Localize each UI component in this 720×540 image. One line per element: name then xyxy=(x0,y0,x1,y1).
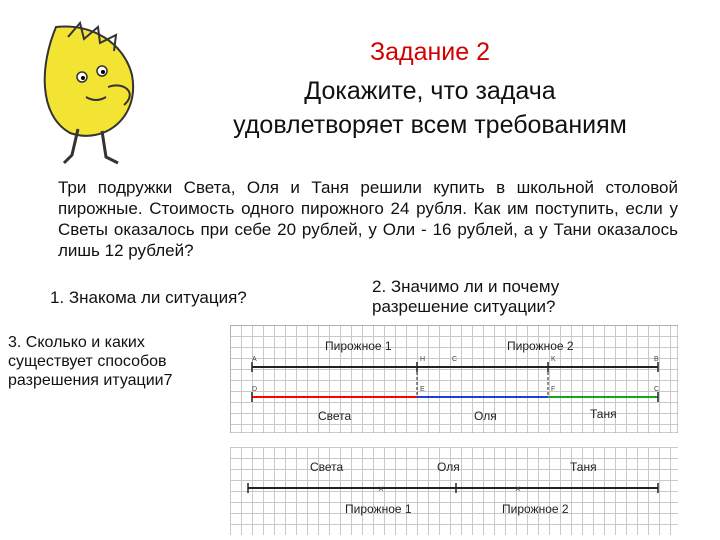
task-subtitle-line1: Докажите, что задача xyxy=(304,77,556,105)
label-tanya-top: Таня xyxy=(590,407,617,421)
point-f: F xyxy=(551,386,556,393)
point-h: H xyxy=(420,356,426,363)
point-a: A xyxy=(252,356,257,363)
point-c2: C xyxy=(654,386,660,393)
segment-diagram-bottom xyxy=(230,447,678,535)
point-k: K xyxy=(551,356,556,363)
label-sveta-top: Света xyxy=(318,409,352,423)
point-c: C xyxy=(452,356,458,363)
label-pie1-bottom: Пирожное 1 xyxy=(345,502,412,516)
question-3: 3. Сколько и каких существует способов разрешения итуации7 xyxy=(8,334,173,389)
point-d: D xyxy=(252,386,258,393)
label-sveta-bottom: Света xyxy=(310,460,344,474)
task-subtitle-line2: удовлетворяет всем требованиям xyxy=(233,111,627,139)
label-pie2-bottom: Пирожное 2 xyxy=(502,502,569,516)
label-pie1-top: Пирожное 1 xyxy=(325,339,392,353)
leaf-mascot-image xyxy=(20,5,170,170)
question-1: 1. Знакома ли ситуация? xyxy=(50,288,247,307)
cross-mark-1: × xyxy=(378,484,384,495)
task-title: Задание 2 xyxy=(369,38,491,66)
cross-mark-2: × xyxy=(515,484,521,495)
problem-text: Три подружки Света, Оля и Таня решили купить в школьной столовой пирожные. Стоимость одного пирожного 24 рубля. Как им поступить, если у Светы оказалось при себе 20 рублей, у Оли - 16 рублей, а у Тани оказалось лишь 12 рублей? xyxy=(58,178,678,260)
label-pie2-top: Пирожное 2 xyxy=(507,339,574,353)
point-b: B xyxy=(654,356,659,363)
question-2: 2. Значимо ли и почему разрешение ситуации? xyxy=(372,277,560,316)
point-e: E xyxy=(420,386,425,393)
task-subtitle xyxy=(180,74,680,142)
label-olya-bottom: Оля xyxy=(437,460,460,474)
label-olya-top: Оля xyxy=(474,409,497,423)
segment-diagram-top xyxy=(230,325,678,433)
label-tanya-bottom: Таня xyxy=(570,460,597,474)
